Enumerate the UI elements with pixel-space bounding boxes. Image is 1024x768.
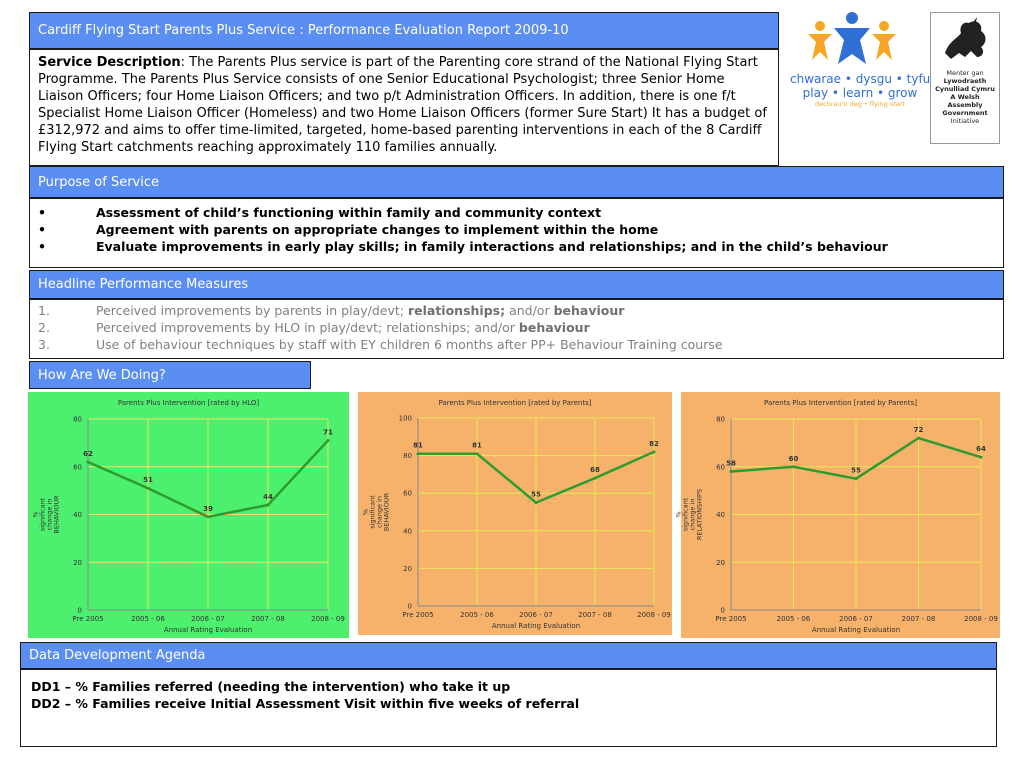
data-label: 82 xyxy=(649,439,659,448)
chart-title: Parents Plus Intervention [rated by HLO] xyxy=(117,399,260,407)
y-axis-label-line: BEHAVIOUR xyxy=(382,492,391,532)
agenda-box xyxy=(20,669,997,747)
data-label: 51 xyxy=(143,476,153,485)
purpose-item: • Assessment of child’s functioning within family and community context xyxy=(38,205,602,220)
y-tick-label: 60 xyxy=(73,463,82,472)
y-tick-label: 40 xyxy=(403,527,412,536)
data-point xyxy=(207,515,210,518)
service-description xyxy=(29,49,779,166)
data-point xyxy=(653,450,656,453)
data-label: 81 xyxy=(472,441,482,450)
y-tick-label: 0 xyxy=(407,602,412,611)
chart-parents-behaviour xyxy=(358,392,672,635)
y-axis-label-line: % xyxy=(674,511,683,518)
measure-item: 3. Use of behaviour techniques by staff with EY children 6 months after PP+ Behaviour Training course xyxy=(38,337,723,352)
chart-parents-relationships-svg xyxy=(674,392,1000,638)
data-label: 81 xyxy=(413,441,423,450)
welsh-dragon-icon xyxy=(931,13,999,65)
x-tick-label: Pre 2005 xyxy=(72,615,104,623)
data-label: 39 xyxy=(203,504,213,513)
data-point xyxy=(917,437,920,440)
y-axis-label-line: % xyxy=(31,511,40,518)
x-axis-label: Annual Rating Evaluation xyxy=(163,626,253,634)
y-axis-label-line: % xyxy=(361,508,370,516)
y-axis-label-line: RELATIONSHIPS xyxy=(695,488,704,541)
y-tick-label: 40 xyxy=(73,511,82,519)
data-label: 68 xyxy=(590,466,600,475)
data-point xyxy=(327,439,330,442)
data-point xyxy=(476,452,479,455)
measures-heading: Headline Performance Measures xyxy=(38,277,249,292)
how-heading: How Are We Doing? xyxy=(38,367,166,383)
x-tick-label: 2005 - 06 xyxy=(460,611,494,619)
data-label: 62 xyxy=(83,449,93,458)
x-tick-label: 2007 - 08 xyxy=(251,615,285,623)
chart-hlo-behaviour-svg xyxy=(28,392,349,638)
data-label: 64 xyxy=(976,445,986,454)
data-label: 72 xyxy=(913,426,924,435)
figures-icon xyxy=(790,12,930,72)
agenda-heading-bar xyxy=(20,642,997,669)
x-tick-label: 2007 - 08 xyxy=(901,615,936,623)
x-tick-label: Pre 2005 xyxy=(715,615,747,623)
purpose-heading-bar xyxy=(29,166,1004,198)
x-tick-label: 2005 - 06 xyxy=(776,615,811,623)
y-tick-label: 80 xyxy=(403,452,412,461)
purpose-box xyxy=(29,198,1004,268)
y-tick-label: 60 xyxy=(403,489,412,498)
measures-heading-bar xyxy=(29,270,1004,299)
y-tick-label: 0 xyxy=(77,606,82,615)
welsh-gov-line4: Initiative xyxy=(950,117,980,125)
y-tick-label: 100 xyxy=(398,414,412,423)
purpose-list xyxy=(30,199,1003,260)
x-tick-label: 2008 - 09 xyxy=(964,615,998,623)
data-point xyxy=(855,477,858,480)
y-tick-label: 40 xyxy=(716,511,725,519)
y-tick-label: 20 xyxy=(716,558,725,567)
data-point xyxy=(267,503,270,506)
report-title-bar xyxy=(29,12,779,49)
report-title: Cardiff Flying Start Parents Plus Service : Performance Evaluation Report 2009-10 xyxy=(38,23,569,38)
data-point xyxy=(980,456,983,459)
x-tick-label: 2006 - 07 xyxy=(519,611,553,619)
data-point xyxy=(87,460,90,463)
data-point xyxy=(147,487,150,490)
data-point xyxy=(594,477,597,480)
purpose-item: • Evaluate improvements in early play skills; in family interactions and relationships; and in the child’s behaviour xyxy=(38,239,888,254)
x-axis-label: Annual Rating Evaluation xyxy=(811,626,901,634)
measures-list xyxy=(30,300,1003,355)
measure-item: 1. Perceived improvements by parents in play/devt; relationships; and/or behaviour xyxy=(38,303,625,318)
data-label: 58 xyxy=(726,459,736,468)
y-axis-label-line: change in xyxy=(688,498,697,531)
x-tick-label: 2008 - 09 xyxy=(311,615,345,623)
welsh-gov-line3: A Welsh Assembly Government xyxy=(942,93,988,117)
x-tick-label: Pre 2005 xyxy=(402,611,434,619)
y-axis-label-line: change in xyxy=(375,496,384,528)
data-label: 55 xyxy=(851,466,861,475)
welsh-government-logo xyxy=(930,12,1000,144)
welsh-gov-line2: Lywodraeth Cynulliad Cymru xyxy=(935,77,995,93)
service-description-label: Service Description xyxy=(38,55,181,70)
y-axis-label-line: change in xyxy=(45,498,54,531)
chart-title: Parents Plus Intervention [rated by Parents] xyxy=(764,399,917,407)
how-heading-bar xyxy=(29,361,311,389)
data-point xyxy=(417,452,420,455)
data-label: 55 xyxy=(531,490,541,499)
x-tick-label: 2006 - 07 xyxy=(839,615,873,623)
agenda-item: DD2 – % Families receive Initial Assessment Visit within five weeks of referral xyxy=(31,696,580,711)
y-axis-label-line: BEHAVIOUR xyxy=(52,495,61,534)
data-point xyxy=(792,465,795,468)
y-axis-label-line: significant xyxy=(38,497,47,532)
logo-line2: play • learn • grow xyxy=(802,86,918,100)
flying-start-logo xyxy=(790,12,930,122)
logo-line3: dechrau'n deg • flying start xyxy=(815,100,905,108)
chart-parents-relationships xyxy=(674,392,1000,638)
y-axis-label xyxy=(32,495,61,534)
chart-hlo-behaviour xyxy=(28,392,349,638)
agenda-heading: Data Development Agenda xyxy=(29,648,206,663)
measure-item: 2. Perceived improvements by HLO in play/devt; relationships; and/or behaviour xyxy=(38,320,590,335)
service-description-text: : The Parents Plus service is part of the Parenting core strand of the National Flying Start Programme. The Parents Plus Service consists of one Senior Educational Psychologist; three Senior Home Liaison Officers; four Home Liaison Officers; and two p/t Administration Officers. In addition, there is one f/t Specialist Home Liaison Officer (Homeless) and two Home Liaison Officers (former Sure Start) It has a budget of £312,972 and aims to offer time-limited, targeted, home-based parenting interventions in each of the 8 Cardiff Flying Start catchments reaching approximately 110 families annually. xyxy=(38,55,767,155)
x-axis-label: Annual Rating Evaluation xyxy=(491,622,581,630)
data-label: 60 xyxy=(788,454,799,463)
y-axis-label-line: significant xyxy=(681,497,690,532)
y-axis-label-line: significant xyxy=(368,495,377,529)
x-tick-label: 2005 - 06 xyxy=(131,615,165,623)
agenda-item: DD1 – % Families referred (needing the intervention) who take it up xyxy=(31,679,511,694)
y-axis-label xyxy=(675,489,704,540)
measures-box xyxy=(29,299,1004,359)
welsh-gov-line1: Menter gan xyxy=(946,69,984,77)
y-tick-label: 20 xyxy=(73,558,82,567)
y-tick-label: 80 xyxy=(73,415,82,424)
purpose-item: • Agreement with parents on appropriate changes to implement within the home xyxy=(38,222,659,237)
x-tick-label: 2006 - 07 xyxy=(191,615,225,623)
data-label: 44 xyxy=(263,492,273,501)
data-point xyxy=(535,501,538,504)
y-tick-label: 0 xyxy=(720,606,725,615)
x-tick-label: 2007 - 08 xyxy=(578,611,612,619)
y-axis-label xyxy=(362,492,391,531)
chart-title: Parents Plus Intervention [rated by Parents] xyxy=(438,399,592,407)
y-tick-label: 80 xyxy=(716,415,725,424)
x-tick-label: 2008 - 09 xyxy=(637,611,671,619)
purpose-heading: Purpose of Service xyxy=(38,174,160,190)
y-tick-label: 20 xyxy=(403,564,412,573)
y-tick-label: 60 xyxy=(716,463,725,472)
data-label: 71 xyxy=(323,428,333,437)
data-point xyxy=(730,470,733,473)
logo-line1: chwarae • dysgu • tyfu xyxy=(790,72,931,86)
chart-parents-behaviour-svg xyxy=(358,392,672,635)
